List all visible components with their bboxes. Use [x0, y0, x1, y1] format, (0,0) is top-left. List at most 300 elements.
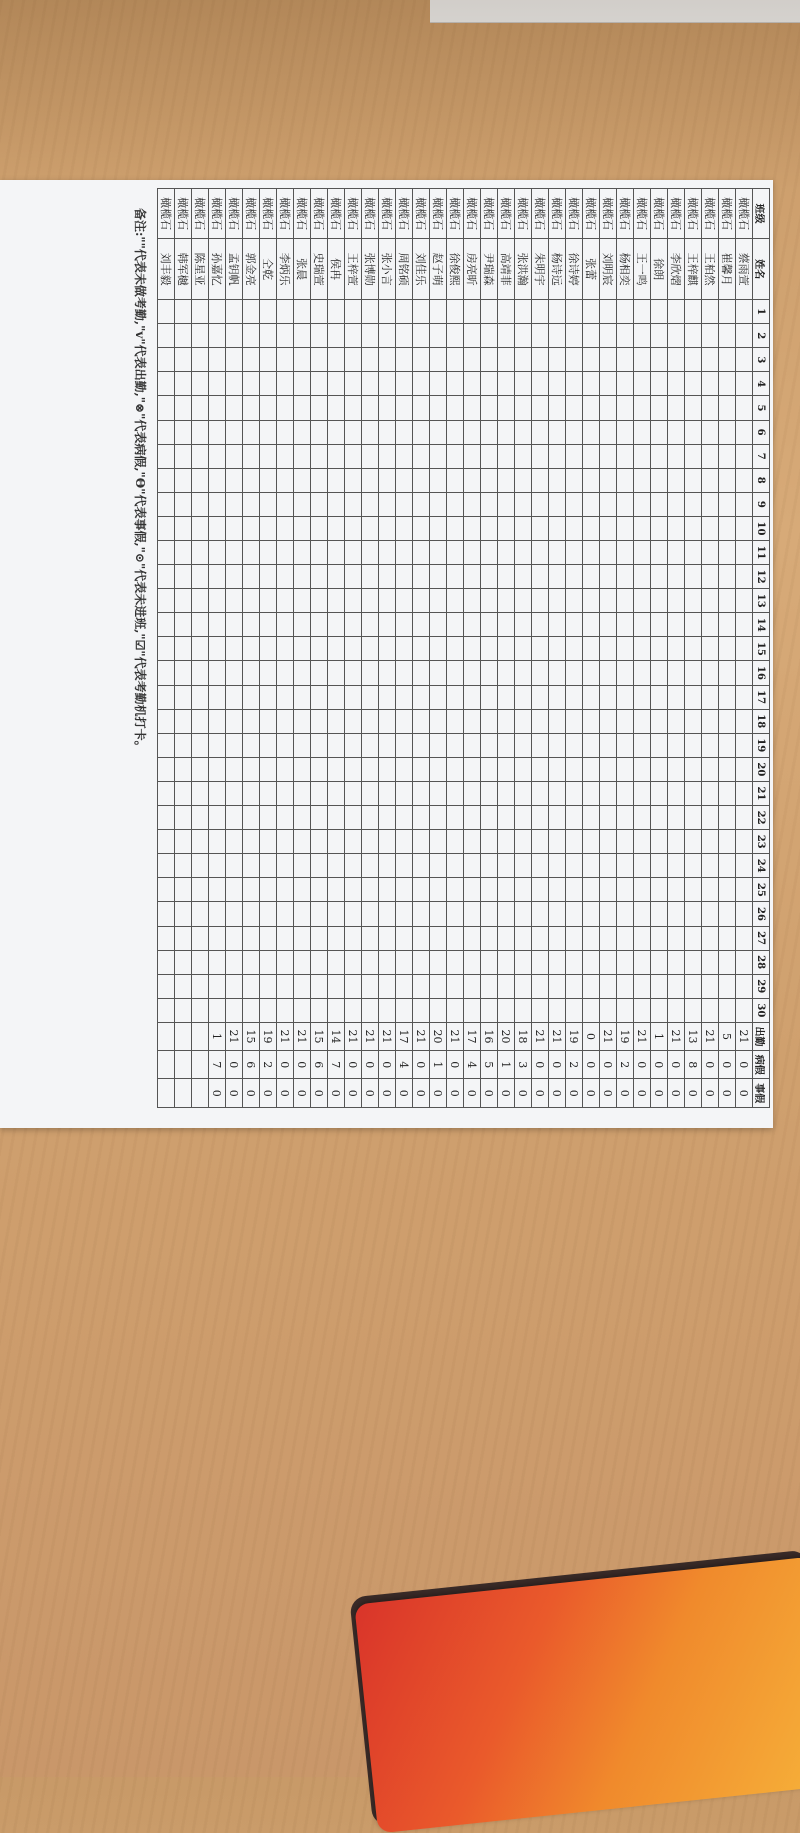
cell-present: 21 [702, 1022, 719, 1050]
cell-day [651, 781, 668, 805]
cell-day [362, 974, 379, 998]
cell-day [175, 300, 192, 324]
cell-day [498, 468, 515, 492]
cell-day [379, 926, 396, 950]
cell-day [617, 806, 634, 830]
cell-day [634, 589, 651, 613]
cell-day [447, 854, 464, 878]
cell-day [362, 444, 379, 468]
cell-day [158, 492, 175, 516]
cell-day [396, 926, 413, 950]
cell-day [566, 420, 583, 444]
cell-day [345, 733, 362, 757]
cell-sick: 0 [634, 1051, 651, 1079]
cell-day [413, 974, 430, 998]
cell-day [294, 830, 311, 854]
cell-day [736, 541, 753, 565]
cell-day [345, 324, 362, 348]
cell-day [583, 781, 600, 805]
cell-day [345, 372, 362, 396]
cell-day [311, 830, 328, 854]
cell-day [634, 757, 651, 781]
cell-day [498, 781, 515, 805]
cell-day [328, 565, 345, 589]
cell-day [413, 324, 430, 348]
cell-day [668, 444, 685, 468]
cell-personal: 0 [617, 1079, 634, 1108]
cell-day [498, 444, 515, 468]
cell-day [464, 806, 481, 830]
cell-day [719, 396, 736, 420]
cell-day [617, 541, 634, 565]
cell-day [668, 806, 685, 830]
cell-day [532, 300, 549, 324]
cell-day [345, 902, 362, 926]
cell-day [243, 854, 260, 878]
cell-personal: 0 [685, 1079, 702, 1108]
cell-day [634, 348, 651, 372]
cell-class: 橄榄石 [532, 189, 549, 239]
cell-day [294, 613, 311, 637]
cell-day [277, 998, 294, 1022]
header-day: 2 [753, 324, 770, 348]
cell-day [379, 998, 396, 1022]
cell-day [685, 685, 702, 709]
cell-day [328, 348, 345, 372]
cell-day [719, 781, 736, 805]
cell-day [243, 492, 260, 516]
cell-day [413, 830, 430, 854]
cell-day [515, 926, 532, 950]
cell-day [328, 854, 345, 878]
cell-present: 21 [532, 1022, 549, 1050]
cell-day [311, 637, 328, 661]
cell-day [260, 541, 277, 565]
cell-day [583, 420, 600, 444]
cell-day [464, 420, 481, 444]
cell-day [413, 854, 430, 878]
cell-day [617, 733, 634, 757]
cell-day [481, 348, 498, 372]
cell-day [345, 709, 362, 733]
cell-day [379, 757, 396, 781]
cell-day [379, 950, 396, 974]
cell-class: 橄榄石 [192, 189, 209, 239]
cell-day [549, 372, 566, 396]
cell-personal: 0 [447, 1079, 464, 1108]
cell-day [226, 733, 243, 757]
cell-sick: 2 [260, 1051, 277, 1079]
cell-day [328, 878, 345, 902]
cell-day [260, 830, 277, 854]
cell-day [260, 781, 277, 805]
cell-day [192, 998, 209, 1022]
cell-day [634, 420, 651, 444]
cell-day [583, 830, 600, 854]
cell-day [192, 348, 209, 372]
cell-day [226, 589, 243, 613]
cell-day [379, 781, 396, 805]
cell-name: 孟钥帆 [226, 239, 243, 300]
cell-day [345, 854, 362, 878]
cell-day [209, 348, 226, 372]
header-day: 17 [753, 685, 770, 709]
cell-day [532, 420, 549, 444]
cell-day [464, 637, 481, 661]
cell-day [736, 492, 753, 516]
cell-day [549, 613, 566, 637]
cell-present: 17 [396, 1022, 413, 1050]
cell-day [668, 878, 685, 902]
cell-day [243, 372, 260, 396]
cell-day [345, 998, 362, 1022]
cell-day [651, 372, 668, 396]
cell-day [583, 926, 600, 950]
cell-day [158, 806, 175, 830]
cell-day [566, 565, 583, 589]
cell-day [515, 781, 532, 805]
cell-day [260, 878, 277, 902]
cell-day [566, 781, 583, 805]
table-row [549, 189, 566, 1108]
cell-day [685, 324, 702, 348]
cell-class: 橄榄石 [481, 189, 498, 239]
cell-day [651, 757, 668, 781]
cell-day [294, 324, 311, 348]
cell-day [532, 468, 549, 492]
cell-day [668, 324, 685, 348]
cell-day [566, 637, 583, 661]
cell-name: 赵子萌 [430, 239, 447, 300]
cell-day [175, 757, 192, 781]
cell-day [515, 854, 532, 878]
cell-day [413, 685, 430, 709]
cell-name: 郭金亮 [243, 239, 260, 300]
cell-day [634, 781, 651, 805]
cell-day [532, 926, 549, 950]
cell-day [566, 589, 583, 613]
cell-day [158, 733, 175, 757]
cell-day [413, 565, 430, 589]
cell-day [481, 950, 498, 974]
cell-day [481, 757, 498, 781]
cell-day [651, 902, 668, 926]
cell-day [600, 348, 617, 372]
cell-day [532, 516, 549, 540]
cell-day [158, 709, 175, 733]
cell-day [379, 468, 396, 492]
cell-day [175, 444, 192, 468]
cell-day [583, 348, 600, 372]
cell-day [243, 613, 260, 637]
cell-day [634, 878, 651, 902]
cell-day [430, 541, 447, 565]
cell-day [243, 709, 260, 733]
cell-day [617, 757, 634, 781]
table-row [532, 189, 549, 1108]
cell-day [311, 685, 328, 709]
cell-day [277, 830, 294, 854]
cell-day [736, 757, 753, 781]
header-day: 28 [753, 950, 770, 974]
cell-day [515, 685, 532, 709]
cell-present: 19 [566, 1022, 583, 1050]
cell-day [447, 806, 464, 830]
cell-name: 房亮昕 [464, 239, 481, 300]
cell-personal: 0 [345, 1079, 362, 1108]
cell-day [702, 324, 719, 348]
cell-personal: 0 [277, 1079, 294, 1108]
cell-day [464, 878, 481, 902]
cell-day [617, 565, 634, 589]
cell-class: 橄榄石 [651, 189, 668, 239]
cell-day [719, 709, 736, 733]
cell-day [481, 998, 498, 1022]
cell-day [481, 709, 498, 733]
cell-day [702, 709, 719, 733]
header-day: 19 [753, 733, 770, 757]
cell-day [515, 733, 532, 757]
cell-day [702, 541, 719, 565]
cell-day [362, 733, 379, 757]
cell-day [396, 685, 413, 709]
cell-day [192, 324, 209, 348]
cell-sick: 5 [481, 1051, 498, 1079]
cell-day [634, 974, 651, 998]
cell-present: 21 [294, 1022, 311, 1050]
cell-day [719, 974, 736, 998]
cell-day [600, 757, 617, 781]
cell-day [192, 709, 209, 733]
cell-day [600, 878, 617, 902]
cell-day [328, 998, 345, 1022]
cell-day [532, 757, 549, 781]
cell-day [430, 998, 447, 1022]
cell-day [583, 854, 600, 878]
header-day: 6 [753, 420, 770, 444]
cell-day [430, 830, 447, 854]
cell-day [226, 324, 243, 348]
cell-personal: 0 [583, 1079, 600, 1108]
cell-day [379, 444, 396, 468]
header-day: 11 [753, 541, 770, 565]
cell-day [702, 348, 719, 372]
cell-day [515, 902, 532, 926]
cell-day [277, 733, 294, 757]
cell-present: 20 [498, 1022, 515, 1050]
cell-day [515, 468, 532, 492]
cell-day [328, 372, 345, 396]
cell-day [668, 637, 685, 661]
cell-personal: 0 [464, 1079, 481, 1108]
cell-day [209, 661, 226, 685]
cell-day [209, 878, 226, 902]
cell-day [634, 926, 651, 950]
cell-name: 尹瑞森 [481, 239, 498, 300]
cell-personal: 0 [702, 1079, 719, 1108]
cell-day [328, 733, 345, 757]
cell-day [311, 492, 328, 516]
cell-personal [192, 1079, 209, 1108]
cell-day [277, 806, 294, 830]
cell-day [328, 661, 345, 685]
cell-day [243, 926, 260, 950]
cell-day [651, 854, 668, 878]
cell-day [634, 902, 651, 926]
cell-day [209, 541, 226, 565]
cell-day [243, 733, 260, 757]
header-day: 18 [753, 709, 770, 733]
cell-present: 15 [311, 1022, 328, 1050]
cell-day [294, 348, 311, 372]
cell-day [158, 998, 175, 1022]
cell-day [192, 396, 209, 420]
cell-day [736, 998, 753, 1022]
cell-day [736, 950, 753, 974]
cell-day [311, 444, 328, 468]
cell-day [328, 709, 345, 733]
cell-day [396, 950, 413, 974]
cell-day [668, 950, 685, 974]
cell-day [362, 757, 379, 781]
cell-day [532, 637, 549, 661]
cell-day [719, 516, 736, 540]
cell-day [175, 854, 192, 878]
table-row [685, 189, 702, 1108]
cell-day [515, 878, 532, 902]
cell-day [617, 300, 634, 324]
table-body [158, 189, 753, 1108]
cell-day [430, 661, 447, 685]
cell-sick: 1 [430, 1051, 447, 1079]
cell-day [294, 926, 311, 950]
cell-day [617, 444, 634, 468]
cell-day [532, 781, 549, 805]
cell-day [311, 854, 328, 878]
cell-day [600, 806, 617, 830]
cell-day [243, 998, 260, 1022]
cell-day [702, 396, 719, 420]
table-row [311, 189, 328, 1108]
cell-day [464, 781, 481, 805]
cell-day [226, 565, 243, 589]
cell-day [226, 757, 243, 781]
cell-day [532, 492, 549, 516]
cell-day [226, 396, 243, 420]
cell-day [345, 685, 362, 709]
cell-day [277, 926, 294, 950]
cell-day [447, 926, 464, 950]
cell-day [226, 926, 243, 950]
cell-day [311, 998, 328, 1022]
cell-day [447, 541, 464, 565]
cell-day [345, 396, 362, 420]
table-row [668, 189, 685, 1108]
cell-day [532, 854, 549, 878]
cell-day [719, 830, 736, 854]
cell-sick: 6 [243, 1051, 260, 1079]
cell-day [736, 781, 753, 805]
table-row [158, 189, 175, 1108]
cell-day [651, 806, 668, 830]
cell-sick: 0 [413, 1051, 430, 1079]
cell-day [464, 444, 481, 468]
cell-day [702, 998, 719, 1022]
cell-day [413, 444, 430, 468]
cell-sick: 4 [396, 1051, 413, 1079]
cell-day [362, 854, 379, 878]
cell-day [379, 661, 396, 685]
cell-day [498, 661, 515, 685]
cell-day [430, 757, 447, 781]
cell-day [311, 300, 328, 324]
cell-day [260, 950, 277, 974]
cell-day [736, 926, 753, 950]
cell-day [549, 685, 566, 709]
cell-day [175, 637, 192, 661]
cell-day [685, 492, 702, 516]
cell-day [617, 830, 634, 854]
cell-day [617, 396, 634, 420]
cell-day [158, 950, 175, 974]
cell-day [515, 444, 532, 468]
cell-day [685, 661, 702, 685]
cell-day [498, 902, 515, 926]
cell-day [362, 902, 379, 926]
cell-day [651, 492, 668, 516]
cell-present: 17 [464, 1022, 481, 1050]
cell-day [549, 589, 566, 613]
cell-day [277, 372, 294, 396]
cell-day [379, 396, 396, 420]
cell-day [226, 613, 243, 637]
shadow [0, 0, 800, 190]
cell-sick: 0 [379, 1051, 396, 1079]
cell-day [464, 396, 481, 420]
cell-day [158, 781, 175, 805]
cell-day [685, 565, 702, 589]
cell-day [226, 468, 243, 492]
cell-day [719, 613, 736, 637]
cell-day [175, 565, 192, 589]
cell-day [192, 685, 209, 709]
cell-day [396, 806, 413, 830]
cell-class: 橄榄石 [600, 189, 617, 239]
cell-day [702, 300, 719, 324]
cell-day [498, 589, 515, 613]
cell-day [311, 541, 328, 565]
cell-day [243, 516, 260, 540]
cell-class: 橄榄石 [260, 189, 277, 239]
cell-day [260, 516, 277, 540]
cell-day [277, 685, 294, 709]
cell-day [158, 830, 175, 854]
cell-day [243, 324, 260, 348]
cell-present: 18 [515, 1022, 532, 1050]
cell-day [277, 300, 294, 324]
cell-day [362, 926, 379, 950]
cell-day [328, 902, 345, 926]
cell-day [549, 950, 566, 974]
cell-day [481, 468, 498, 492]
cell-day [447, 589, 464, 613]
cell-day [379, 685, 396, 709]
cell-day [379, 300, 396, 324]
cell-day [175, 468, 192, 492]
cell-day [277, 709, 294, 733]
cell-day [260, 420, 277, 444]
footnote: 备注:""代表未做考勤,"v"代表出勤,"⊗"代表病假,"Θ"代表事假,"⊙"代表未进班,"☑"代表考勤机打卡。 [133, 208, 147, 753]
